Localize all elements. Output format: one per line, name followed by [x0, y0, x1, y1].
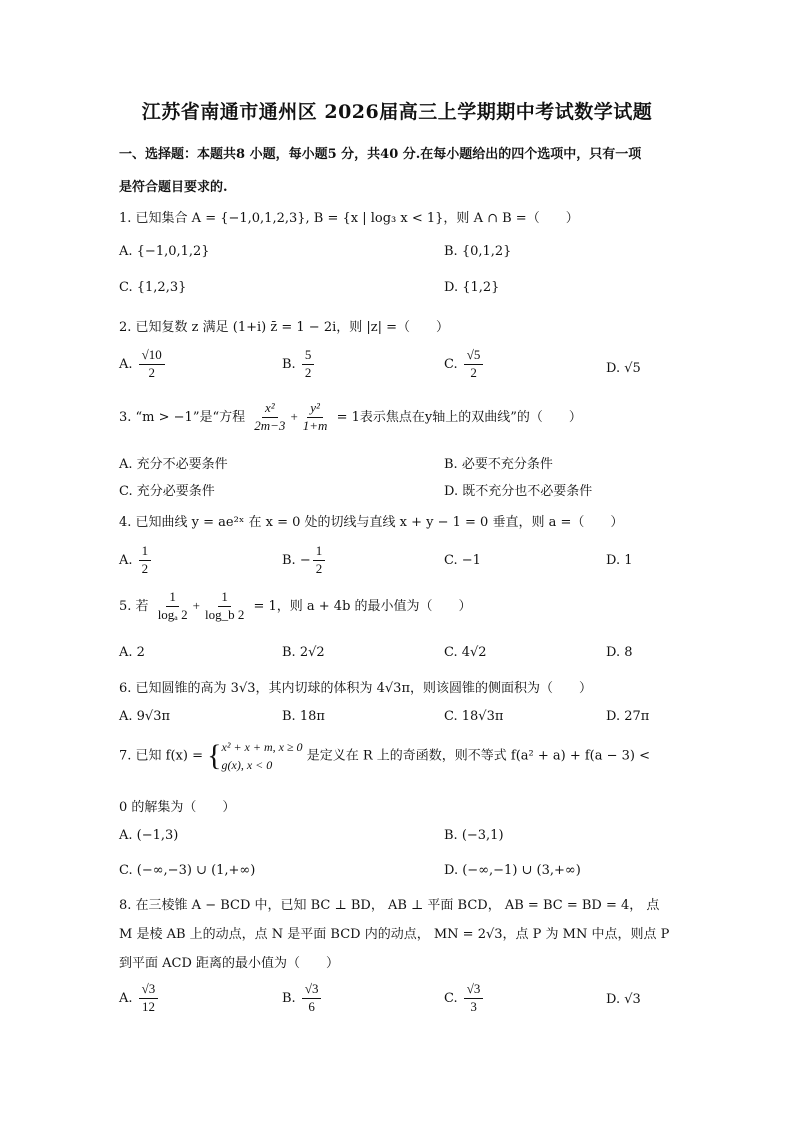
numerator: √3	[139, 982, 159, 999]
numerator: √5	[464, 348, 484, 365]
question-5-option-d: D. 8	[606, 645, 633, 660]
denominator: 2	[141, 560, 149, 576]
question-5-option-a: A. 2	[119, 645, 145, 660]
question-3-option-b: B. 必要不充分条件	[444, 457, 553, 472]
fraction	[139, 982, 159, 1015]
case-2: g(x), x < 0	[221, 758, 273, 772]
question-1-option-d: D. {1,2}	[444, 280, 500, 295]
numerator: 1	[166, 590, 179, 607]
numerator: 5	[302, 348, 315, 365]
question-4-stem: 4. 已知曲线 y = ae²ˣ 在 x = 0 处的切线与直线 x + y − 1 = 0 垂直，则 a =（ ）	[119, 515, 624, 530]
numerator: x²	[262, 401, 278, 418]
option-label: B.	[282, 990, 296, 1006]
question-7-option-d: D. (−∞,−1) ∪ (3,+∞)	[444, 863, 581, 878]
option-label: C.	[444, 990, 458, 1006]
page-title: 江苏省南通市通州区 2026届高三上学期期中考试数学试题	[141, 101, 653, 123]
fraction	[202, 590, 247, 623]
fraction	[139, 544, 152, 577]
option-label: C.	[444, 356, 458, 372]
question-3-option-d: D. 既不充分也不必要条件	[444, 484, 593, 499]
question-8-line2: M 是棱 AB 上的动点，点 N 是平面 BCD 内的动点， MN = 2√3，点 P 为 MN 中点，则点 P	[119, 927, 670, 942]
question-2-option-b	[282, 348, 316, 381]
left-brace-symbol: {	[207, 739, 222, 772]
question-7-stem-line2: 0 的解集为（ ）	[119, 800, 236, 815]
question-7-option-a: A. (−1,3)	[119, 828, 179, 843]
case-1: x² + x + m, x ≥ 0	[221, 740, 303, 754]
denominator: 3	[470, 998, 477, 1014]
question-5-stem: 5. 若 $\frac{1}{\text{logₐ 2}}$ + $\frac{1}{\log\_b 2}$ = 1，则 a + 4b 的最小值为（ ）	[119, 589, 472, 622]
denominator: 2	[148, 364, 155, 380]
question-5-option-c: C. 4√2	[444, 645, 487, 660]
denominator: logₐ 2	[157, 606, 188, 622]
section-instruction-line1: 一、选择题：本题共8 小题，每小题5 分，共40 分.在每小题给出的四个选项中，只有一项	[119, 147, 642, 162]
question-8-option-b	[282, 982, 323, 1015]
option-label: A.	[119, 552, 133, 568]
question-4-option-d: D. 1	[606, 553, 633, 568]
fraction	[302, 982, 322, 1015]
question-1-option-b: B. {0,1,2}	[444, 244, 512, 259]
numerator: √3	[464, 982, 484, 999]
numerator: 1	[218, 590, 231, 607]
fraction	[313, 544, 326, 577]
fraction	[464, 348, 484, 381]
question-5-option-b: B. 2√2	[282, 645, 325, 660]
stem-text: 5. 若	[119, 598, 149, 614]
numerator: √3	[302, 982, 322, 999]
question-6-option-d: D. 27π	[606, 709, 650, 724]
question-2-option-c	[444, 348, 485, 381]
denominator: 6	[308, 998, 315, 1014]
question-6-option-b: B. 18π	[282, 709, 325, 724]
fraction	[139, 348, 165, 381]
stem-text: 3. “m > −1”是“方程	[119, 409, 246, 425]
question-3-option-c: C. 充分必要条件	[119, 484, 215, 499]
stem-text: 是定义在 R 上的奇函数，则不等式 f(a² + a) + f(a − 3) <	[306, 748, 651, 764]
question-1-stem: 1. 已知集合 A = {−1,0,1,2,3}, B = {x | log₃ x < 1}，则 A ∩ B =（ ）	[119, 211, 579, 226]
question-2-option-a	[119, 348, 167, 381]
fraction	[155, 590, 191, 623]
question-7-option-b: B. (−3,1)	[444, 828, 504, 843]
denominator: 2	[470, 364, 477, 380]
numerator: 1	[313, 544, 326, 561]
question-6-stem: 6. 已知圆锥的高为 3√3，其内切球的体积为 4√3π，则该圆锥的侧面积为（ ）	[119, 681, 592, 696]
question-7-option-c: C. (−∞,−3) ∪ (1,+∞)	[119, 863, 256, 878]
stem-text: = 1，则 a + 4b 的最小值为（ ）	[253, 598, 472, 614]
fraction	[464, 982, 484, 1015]
question-2-option-d: D. √5	[606, 361, 641, 376]
stem-text: = 1表示焦点在y轴上的双曲线”的（ ）	[336, 409, 582, 425]
denominator: 2m−3	[254, 417, 286, 433]
stem-text: 7. 已知 f(x) =	[119, 748, 203, 764]
denominator: 2	[315, 560, 323, 576]
option-label: A.	[119, 356, 133, 372]
question-7-stem	[119, 738, 650, 774]
option-label: B. −	[282, 552, 311, 568]
numerator: 1	[139, 544, 152, 561]
fraction	[251, 401, 288, 434]
question-8-option-c	[444, 982, 485, 1015]
denominator: log_b 2	[204, 606, 245, 622]
denominator: 12	[141, 998, 155, 1014]
fraction	[300, 401, 331, 434]
question-4-option-c: C. −1	[444, 553, 481, 568]
question-3-stem: 3. “m > −1”是“方程 $\frac{\text{x²}}{2m-3}$ + $\frac{\text{y²}}{1+m}$ = 1表示焦点在y轴上的双曲线”的（ ）	[119, 400, 582, 433]
numerator: √10	[139, 348, 165, 365]
question-4-option-b	[282, 544, 327, 577]
option-label: A.	[119, 990, 133, 1006]
numerator: y²	[307, 401, 323, 418]
option-label: B.	[282, 356, 296, 372]
question-4-option-a	[119, 544, 153, 577]
section-instruction-line2: 是符合题目要求的.	[119, 180, 228, 195]
fraction	[302, 348, 315, 381]
question-1-option-a: A. {−1,0,1,2}	[119, 244, 210, 259]
denominator: 1+m	[302, 417, 328, 433]
question-8-line1: 8. 在三棱锥 A − BCD 中，已知 BC ⊥ BD， AB ⊥ 平面 BCD， AB = BC = BD = 4， 点	[119, 898, 660, 913]
question-8-option-a	[119, 982, 160, 1015]
piecewise-cases	[222, 738, 303, 774]
question-3-option-a: A. 充分不必要条件	[119, 457, 228, 472]
question-1-option-c: C. {1,2,3}	[119, 280, 187, 295]
question-2-stem: 2. 已知复数 z 满足 (1+i) z̄ = 1 − 2i，则 |z| =（ ）	[119, 320, 450, 335]
question-8-line3: 到平面 ACD 距离的最小值为（ ）	[119, 956, 340, 971]
denominator: 2	[304, 364, 312, 380]
question-6-option-a: A. 9√3π	[119, 709, 171, 724]
question-8-option-d: D. √3	[606, 992, 641, 1007]
question-6-option-c: C. 18√3π	[444, 709, 504, 724]
